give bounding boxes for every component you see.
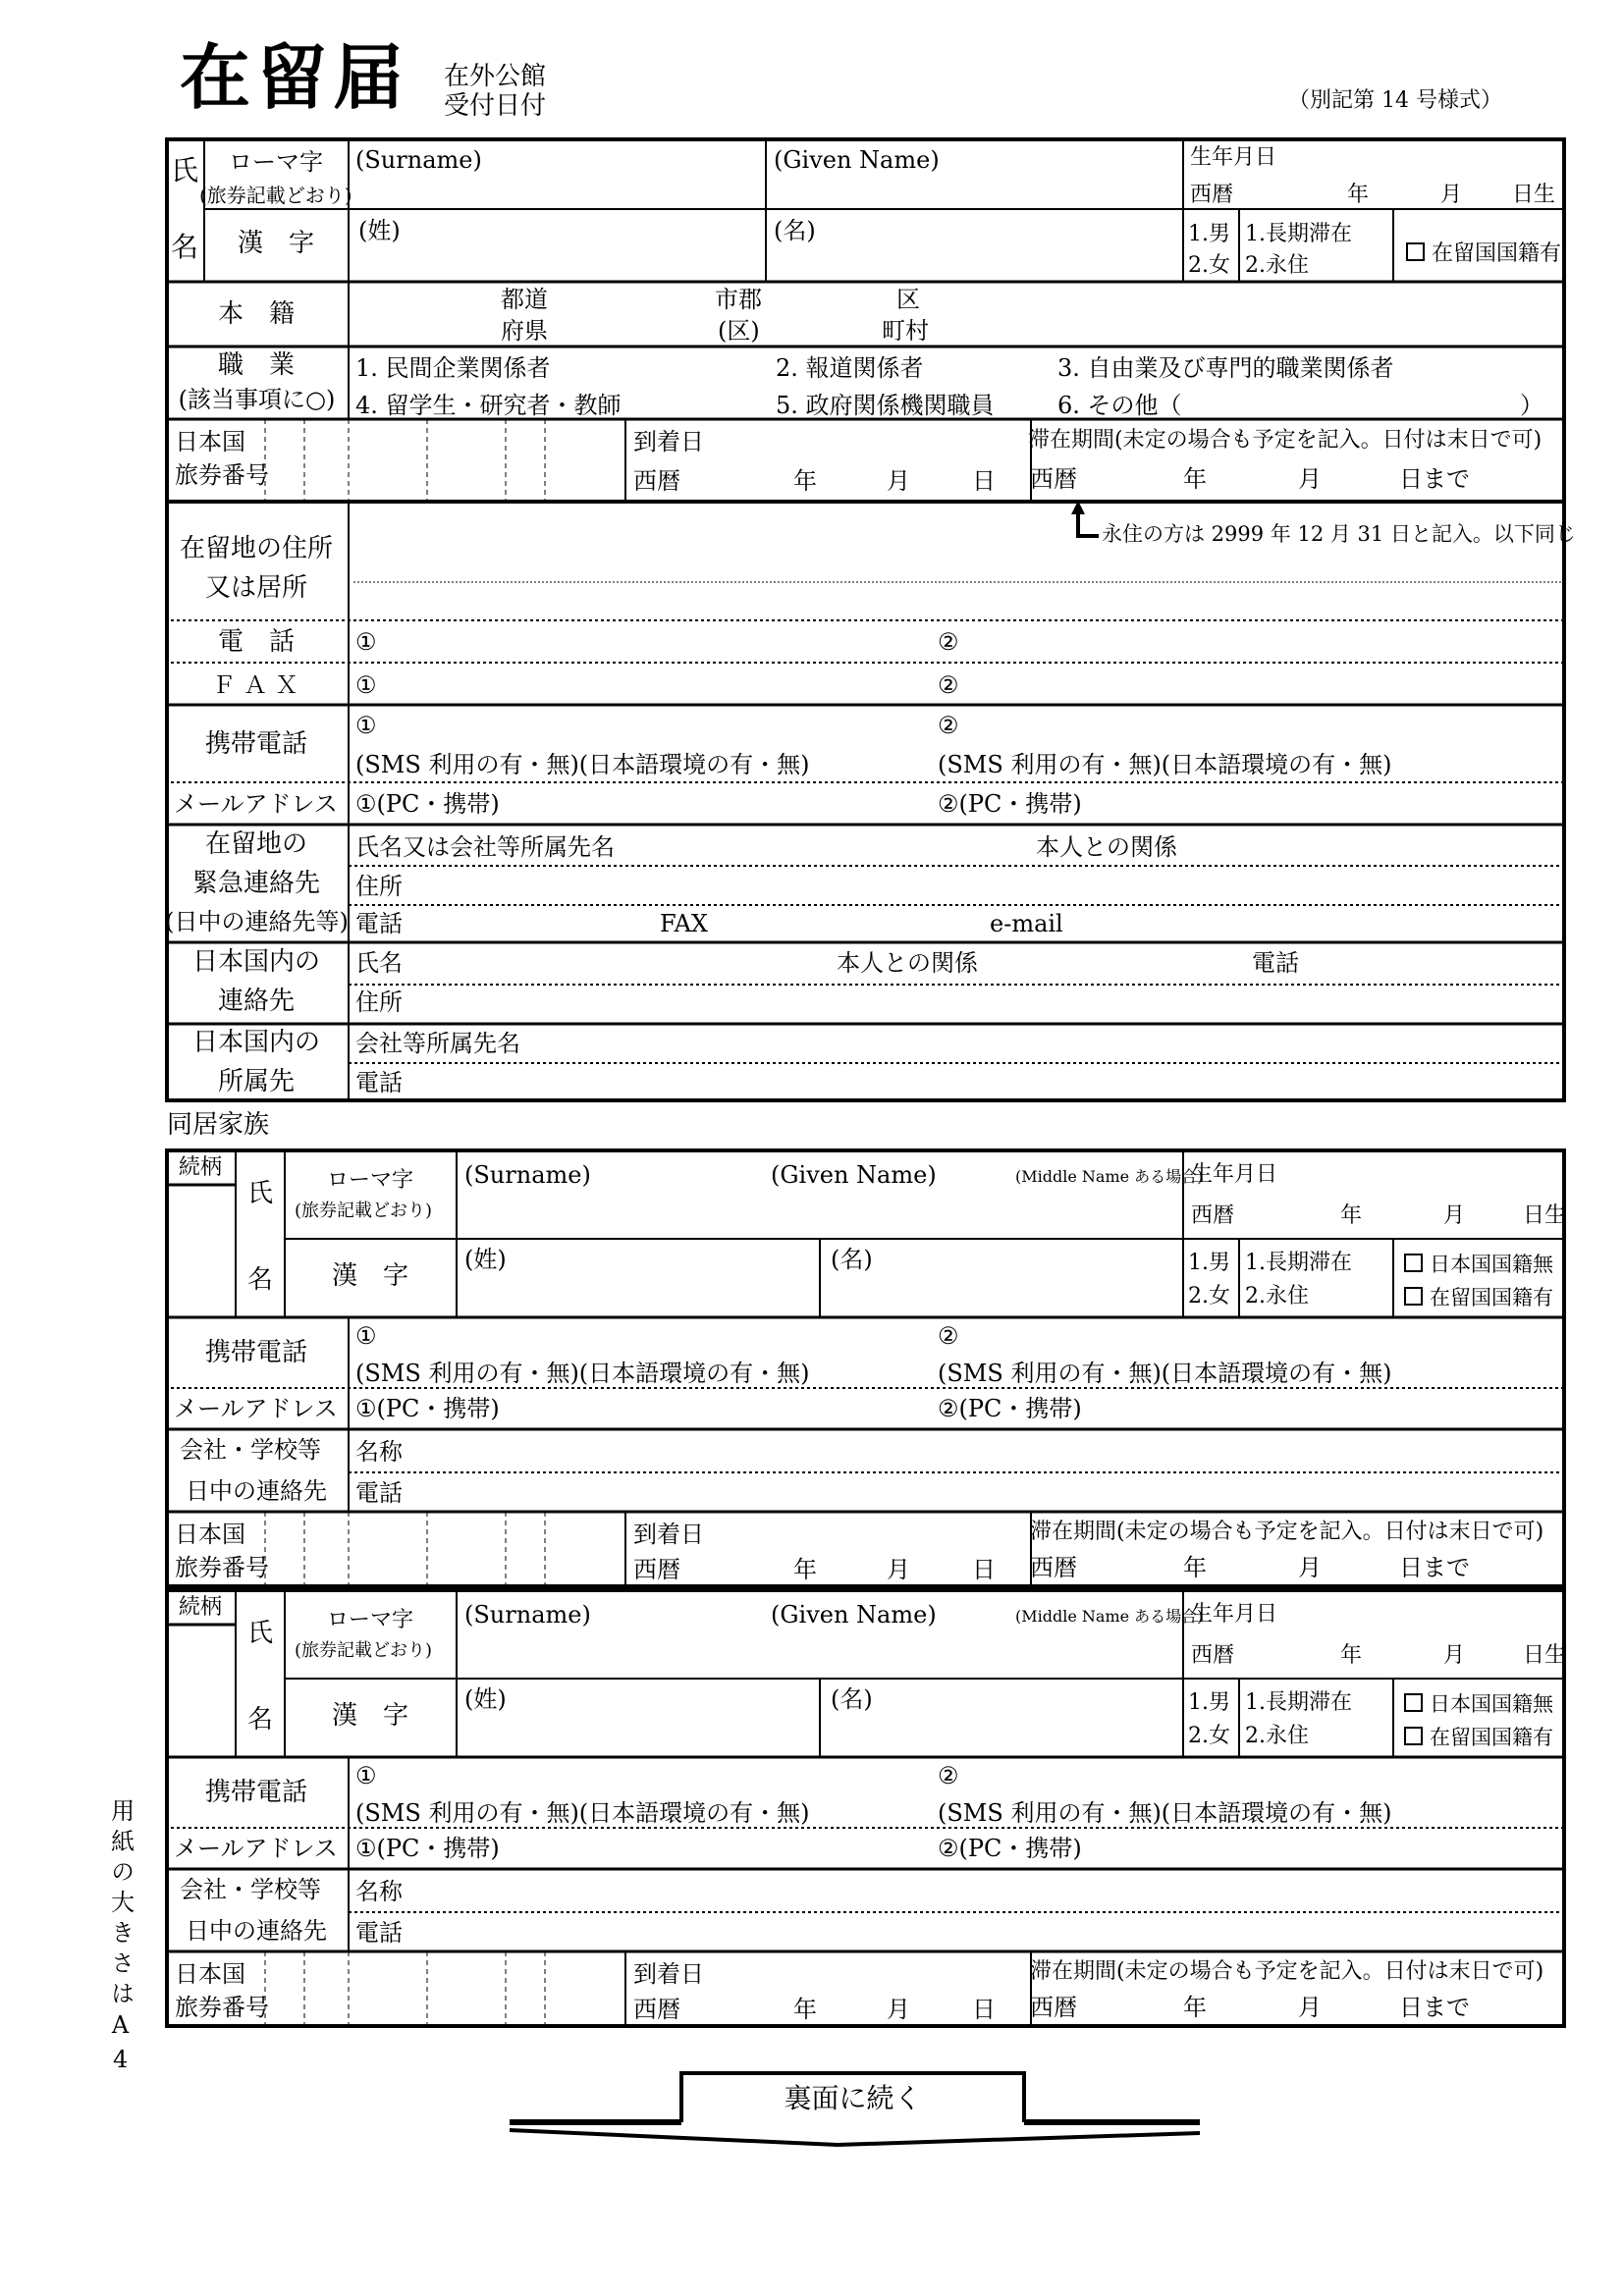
birth-label: 生年月日	[1191, 1162, 1278, 1187]
company-school-label-line2: 日中の連絡先	[186, 1477, 327, 1505]
birth-day-label: 日生	[1523, 1203, 1567, 1228]
japan-affiliation-label-line1: 日本国内の	[192, 1028, 321, 1057]
passport-label-line1: 日本国	[175, 428, 245, 455]
occupation-option-3[interactable]: 3. 自由業及び専門的職業関係者	[1057, 354, 1394, 382]
email-label: メールアドレス	[174, 790, 338, 818]
arrival-month: 月	[887, 1556, 910, 1583]
company-tel-label: 電話	[355, 1479, 403, 1507]
company-school-label-line1: 会社・学校等	[180, 1436, 321, 1464]
family-section-label: 同居家族	[167, 1110, 270, 1140]
stay-month: 月	[1298, 1554, 1322, 1581]
permanent-note-arrow	[1056, 499, 1105, 548]
stay-permanent-option[interactable]: 2.永住	[1245, 253, 1309, 278]
honseki-chouson: 町村	[882, 317, 929, 345]
residence-nationality-checkbox[interactable]: 在留国国籍有	[1406, 241, 1561, 266]
stay-permanent-option[interactable]: 2.永住	[1245, 1284, 1309, 1308]
mobile-2-marker: ②	[938, 1322, 959, 1350]
arrival-seireki: 西暦	[633, 1556, 680, 1583]
sex-male-option[interactable]: 1.男	[1188, 1251, 1230, 1275]
email-label: メールアドレス	[174, 1395, 338, 1422]
mei-paren-label: (名)	[774, 217, 816, 244]
form-code: （別記第 14 号様式）	[1288, 88, 1502, 113]
sex-male-option[interactable]: 1.男	[1188, 1690, 1230, 1715]
email-1-label: ①(PC・携帯)	[355, 1835, 500, 1862]
checkbox-icon[interactable]	[1404, 1727, 1423, 1745]
arrival-year: 年	[793, 1556, 817, 1583]
passport-label-line1: 日本国	[175, 1960, 245, 1988]
family-member-block-2	[165, 1588, 1566, 2028]
kanji-label: 漢 字	[332, 1261, 409, 1291]
stay-day-until: 日まで	[1399, 465, 1470, 493]
japan-affiliation-label-line2: 所属先	[218, 1067, 296, 1096]
occupation-option-4[interactable]: 4. 留学生・研究者・教師	[355, 392, 622, 419]
mobile-2-marker: ②	[938, 712, 959, 739]
given-name-label: (Given Name)	[771, 1601, 937, 1629]
checkbox-icon[interactable]	[1404, 1287, 1423, 1306]
kanji-label: 漢 字	[332, 1701, 409, 1731]
passport-label-line2: 旅券番号	[175, 1554, 269, 1581]
mei-paren-label: (名)	[831, 1685, 873, 1713]
name-mei-label: 名	[171, 231, 199, 263]
phone-1-marker: ①	[355, 628, 377, 656]
mobile-1-marker: ①	[355, 1762, 377, 1789]
birth-month-label: 月	[1443, 1203, 1466, 1228]
occupation-option-6[interactable]: 6. その他（	[1057, 392, 1182, 419]
mobile-label: 携帯電話	[205, 729, 308, 759]
arrival-label: 到着日	[633, 1521, 704, 1548]
stay-permanent-option[interactable]: 2.永住	[1245, 1724, 1309, 1748]
honseki-ku: 区	[896, 286, 920, 313]
company-school-label-line2: 日中の連絡先	[186, 1917, 327, 1945]
checkbox-icon[interactable]	[1404, 1254, 1423, 1272]
mobile-label: 携帯電話	[205, 1338, 308, 1367]
mobile-label: 携帯電話	[205, 1778, 308, 1807]
sei-label: (姓)	[358, 217, 401, 244]
mobile-2-marker: ②	[938, 1762, 959, 1789]
stay-long-option[interactable]: 1.長期滞在	[1245, 1690, 1352, 1715]
stay-period-label: 滞在期間(未定の場合も予定を記入。日付は末日で可)	[1028, 428, 1543, 453]
arrival-seireki: 西暦	[633, 467, 680, 495]
form-title: 在留届	[180, 35, 410, 119]
name-shi-label: 氏	[171, 154, 199, 187]
sex-female-option[interactable]: 2.女	[1188, 253, 1230, 278]
company-name-label: 名称	[355, 1878, 403, 1905]
occupation-option-2[interactable]: 2. 報道関係者	[776, 354, 924, 382]
occupation-option-1[interactable]: 1. 民間企業関係者	[355, 354, 551, 382]
fax-2-marker: ②	[938, 671, 959, 699]
stay-seireki: 西暦	[1030, 1554, 1077, 1581]
japan-contact-relation-label: 本人との関係	[837, 949, 978, 977]
roman-label: ローマ字	[327, 1608, 414, 1632]
roman-label: ローマ字	[327, 1168, 414, 1193]
passport-label-line1: 日本国	[175, 1521, 245, 1548]
roman-label: ローマ字	[229, 148, 323, 176]
stay-year: 年	[1183, 1994, 1207, 2021]
permanent-note: 永住の方は 2999 年 12 月 31 日と記入。以下同じ	[1102, 522, 1576, 546]
arrival-label: 到着日	[633, 428, 704, 455]
stay-day-until: 日まで	[1399, 1994, 1470, 2021]
stay-year: 年	[1183, 1554, 1207, 1581]
mei-paren-label: (名)	[831, 1246, 873, 1273]
sex-male-option[interactable]: 1.男	[1188, 222, 1230, 246]
middle-name-label: (Middle Name ある場合)	[1015, 1607, 1204, 1626]
name-shi-label: 氏	[247, 1619, 274, 1648]
emergency-name-label: 氏名又は会社等所属先名	[355, 833, 615, 861]
checkbox-icon[interactable]	[1406, 242, 1425, 261]
stay-long-option[interactable]: 1.長期滞在	[1245, 1251, 1352, 1275]
given-name-label: (Given Name)	[774, 146, 940, 174]
kanji-label: 漢 字	[238, 229, 315, 258]
mobile-2-sms-note: (SMS 利用の有・無)(日本語環境の有・無)	[938, 1799, 1392, 1827]
honseki-fuken: 府県	[501, 317, 548, 345]
residence-address-label-line2: 又は居所	[205, 573, 308, 603]
stay-seireki: 西暦	[1030, 465, 1077, 493]
phone-2-marker: ②	[938, 628, 959, 656]
stay-year: 年	[1183, 465, 1207, 493]
birth-seireki-label: 西暦	[1190, 183, 1234, 207]
arrival-month: 月	[887, 467, 910, 495]
email-2-label: ②(PC・携帯)	[938, 790, 1082, 818]
stay-period-label: 滞在期間(未定の場合も予定を記入。日付は末日で可)	[1030, 1959, 1544, 1984]
birth-label: 生年月日	[1190, 145, 1277, 170]
japan-contact-label-line2: 連絡先	[218, 987, 296, 1016]
email-1-label: ①(PC・携帯)	[355, 790, 500, 818]
given-name-label: (Given Name)	[771, 1161, 937, 1189]
mobile-2-sms-note: (SMS 利用の有・無)(日本語環境の有・無)	[938, 751, 1392, 778]
email-label: メールアドレス	[174, 1835, 338, 1862]
birth-label: 生年月日	[1191, 1602, 1278, 1627]
stay-month: 月	[1298, 465, 1322, 493]
relationship-label: 続柄	[179, 1155, 223, 1180]
japan-nationality-checkbox[interactable]: 日本国国籍無	[1404, 1692, 1553, 1716]
occupation-option-6-close: ）	[1520, 392, 1543, 419]
surname-label: (Surname)	[464, 1601, 591, 1629]
emergency-label-line2: 緊急連絡先	[192, 869, 321, 898]
residence-address-label-line1: 在留地の住所	[180, 534, 334, 563]
company-name-label: 名称	[355, 1438, 403, 1466]
name-shi-label: 氏	[247, 1179, 274, 1208]
passport-label-line2: 旅券番号	[175, 461, 269, 489]
emergency-tel-label: 電話	[355, 910, 403, 937]
email-1-label: ①(PC・携帯)	[355, 1395, 500, 1422]
arrival-day: 日	[972, 1996, 996, 2023]
mobile-1-sms-note: (SMS 利用の有・無)(日本語環境の有・無)	[355, 751, 810, 778]
residence-nationality-checkbox[interactable]: 在留国国籍有	[1404, 1726, 1553, 1749]
paper-size-note: 用紙の大きさはA4	[106, 1798, 135, 2080]
mobile-2-sms-note: (SMS 利用の有・無)(日本語環境の有・無)	[938, 1360, 1392, 1387]
birth-day-label: 日生	[1512, 183, 1556, 207]
surname-label: (Surname)	[355, 146, 482, 174]
passport-label-line2: 旅券番号	[175, 1994, 269, 2021]
birth-day-label: 日生	[1523, 1643, 1567, 1668]
occupation-sub-label: (該当事項に○)	[178, 386, 336, 413]
occupation-label: 職 業	[218, 350, 296, 380]
emergency-fax-label: FAX	[660, 910, 708, 937]
name-mei-label: 名	[247, 1705, 274, 1735]
japan-contact-address-label: 住所	[355, 988, 403, 1016]
japan-affiliation-name-label: 会社等所属先名	[355, 1030, 520, 1057]
arrival-label: 到着日	[633, 1960, 704, 1988]
roman-sub-label: (旅券記載どおり)	[199, 184, 352, 207]
middle-name-label: (Middle Name ある場合)	[1015, 1167, 1204, 1186]
mobile-1-marker: ①	[355, 712, 377, 739]
mobile-1-sms-note: (SMS 利用の有・無)(日本語環境の有・無)	[355, 1360, 810, 1387]
email-2-label: ②(PC・携帯)	[938, 1835, 1082, 1862]
mobile-1-sms-note: (SMS 利用の有・無)(日本語環境の有・無)	[355, 1799, 810, 1827]
birth-seireki-label: 西暦	[1191, 1203, 1235, 1228]
emergency-address-label: 住所	[355, 873, 403, 900]
japan-contact-tel-label: 電話	[1252, 949, 1299, 977]
japan-affiliation-tel-label: 電話	[355, 1069, 403, 1096]
residence-nationality-checkbox[interactable]: 在留国国籍有	[1404, 1286, 1553, 1309]
stay-seireki: 西暦	[1030, 1994, 1077, 2021]
checkbox-icon[interactable]	[1404, 1693, 1423, 1712]
roman-sub-label: (旅券記載どおり)	[295, 1640, 433, 1661]
japan-contact-name-label: 氏名	[355, 949, 403, 977]
emergency-relation-label: 本人との関係	[1036, 833, 1177, 861]
company-tel-label: 電話	[355, 1919, 403, 1947]
sex-female-option[interactable]: 2.女	[1188, 1724, 1230, 1748]
emergency-label-line3: (日中の連絡先等)	[165, 908, 349, 935]
stay-day-until: 日まで	[1399, 1554, 1470, 1581]
relationship-label: 続柄	[179, 1595, 223, 1620]
arrival-month: 月	[887, 1996, 910, 2023]
birth-month-label: 月	[1440, 183, 1463, 207]
consulate-stamp-label-line2: 受付日付	[444, 91, 547, 121]
name-mei-label: 名	[247, 1265, 274, 1295]
family-member-block-1	[165, 1148, 1566, 1588]
stay-period-label: 滞在期間(未定の場合も予定を記入。日付は末日で可)	[1030, 1520, 1544, 1544]
birth-year-label: 年	[1340, 1203, 1363, 1228]
birth-year-label: 年	[1340, 1643, 1363, 1668]
arrival-day: 日	[972, 1556, 996, 1583]
birth-seireki-label: 西暦	[1191, 1643, 1235, 1668]
continue-note: 裏面に続く	[784, 2082, 922, 2114]
arrival-year: 年	[793, 1996, 817, 2023]
honseki-ku-paren: (区)	[718, 317, 760, 345]
stay-long-option[interactable]: 1.長期滞在	[1245, 222, 1352, 246]
arrival-year: 年	[793, 467, 817, 495]
sei-label: (姓)	[464, 1246, 507, 1273]
arrival-day: 日	[972, 467, 996, 495]
roman-sub-label: (旅券記載どおり)	[295, 1201, 433, 1221]
birth-month-label: 月	[1443, 1643, 1466, 1668]
honseki-label: 本 籍	[218, 299, 296, 329]
stay-month: 月	[1298, 1994, 1322, 2021]
emergency-label-line1: 在留地の	[205, 829, 308, 859]
consulate-stamp-label-line1: 在外公館	[444, 62, 547, 91]
honseki-todou: 都道	[501, 286, 548, 313]
sei-label: (姓)	[464, 1685, 507, 1713]
emergency-email-label: e-mail	[990, 910, 1063, 937]
mobile-1-marker: ①	[355, 1322, 377, 1350]
fax-1-marker: ①	[355, 671, 377, 699]
japan-nationality-checkbox[interactable]: 日本国国籍無	[1404, 1253, 1553, 1276]
email-2-label: ②(PC・携帯)	[938, 1395, 1082, 1422]
surname-label: (Surname)	[464, 1161, 591, 1189]
honseki-shigun: 市郡	[715, 286, 762, 313]
sex-female-option[interactable]: 2.女	[1188, 1284, 1230, 1308]
arrival-seireki: 西暦	[633, 1996, 680, 2023]
occupation-option-5[interactable]: 5. 政府関係機関職員	[776, 392, 995, 419]
phone-label: 電 話	[218, 627, 296, 657]
japan-contact-label-line1: 日本国内の	[192, 947, 321, 977]
fax-label: ＦＡＸ	[212, 671, 306, 699]
birth-year-label: 年	[1347, 183, 1370, 207]
company-school-label-line1: 会社・学校等	[180, 1876, 321, 1903]
